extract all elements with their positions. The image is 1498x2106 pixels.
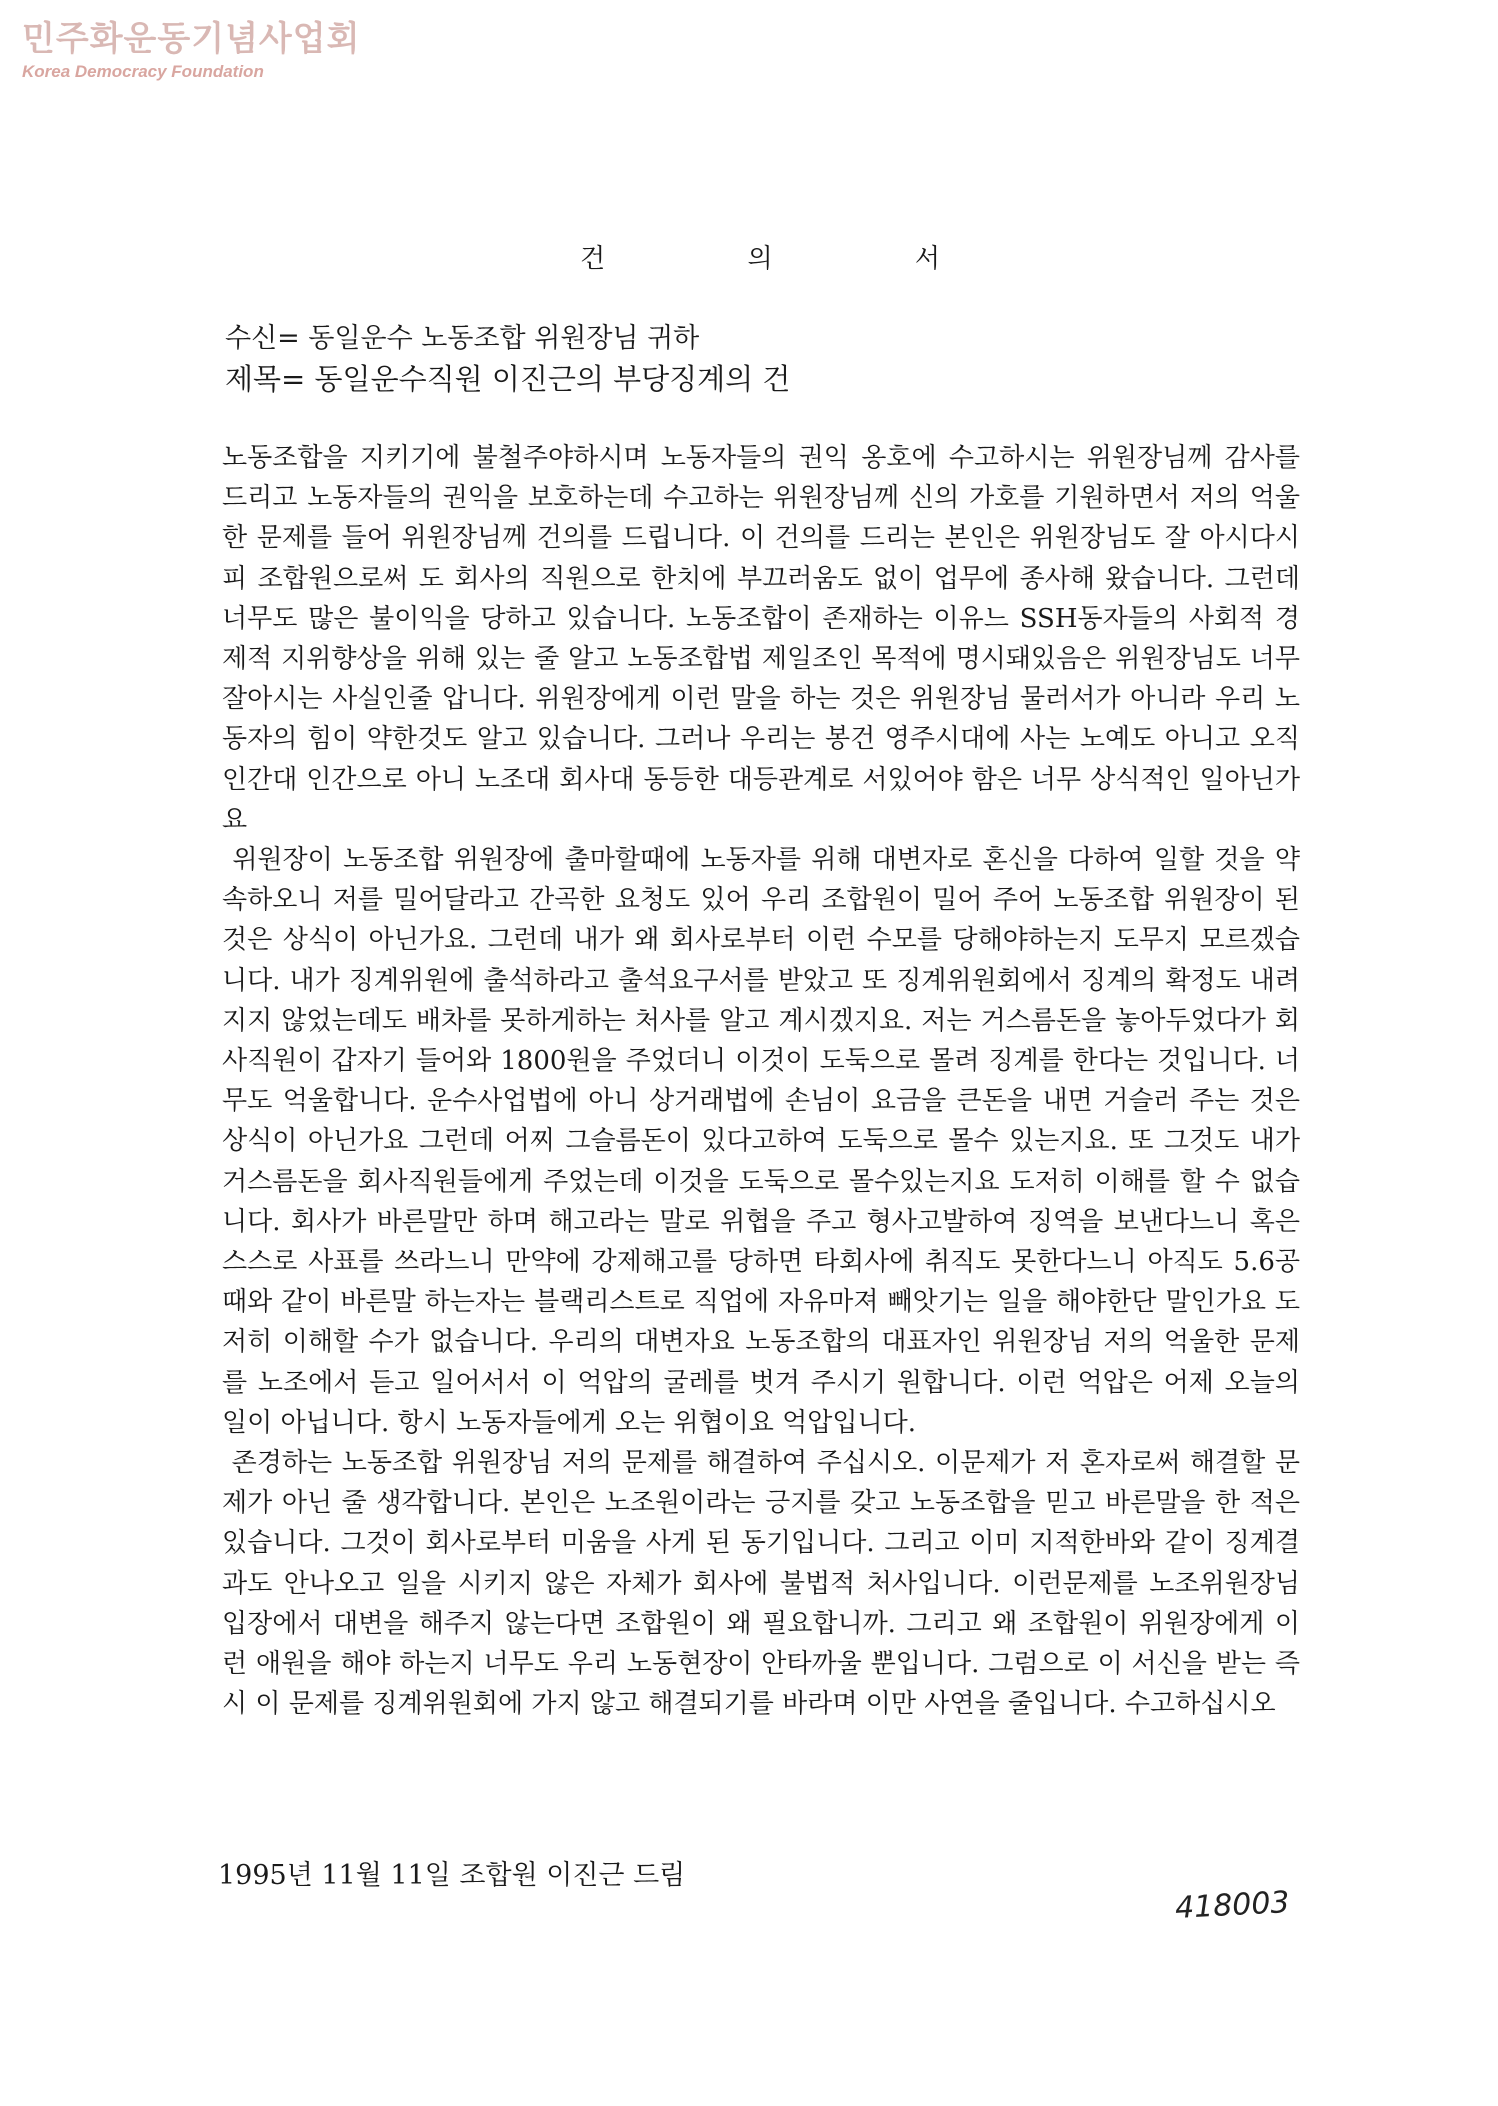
- title-char-2: 의: [747, 244, 773, 274]
- foundation-logo: [22, 18, 360, 82]
- logo-korean-text: 민주화운동기념사업회: [22, 19, 361, 59]
- body-paragraph-2: 위원장이 노동조합 위원장에 출마할때에 노동자를 위해 대변자로 혼신을 다하여 일할 것을 약속하오니 저를 밀어달라고 간곡한 요청도 있어 우리 조합원이 밀어 주어 노동조합 위원장이 된 것은 상식이 아닌가요. 그런데 내가 왜 회사로부터 이런 수모를 당해야하는지 도무지 모르겠습니다. 내가 징계위원에 출석하라고 출석요구서를 받았고 또 징계위원회에서 징계의 확정도 내려지지 않었는데도 배차를 못하게하는 처사를 알고 계시겠지요. 저는 거스름돈을 놓아두었다가 회사직원이 갑자기 들어와 1800원을 주었더니 이것이 도둑으로 몰려 징계를 한다는 것입니다. 너무도 억울합니다. 운수사업법에 아니 상거래법에 손님이 요금을 큰돈을 내면 거슬러 주는 것은 상식이 아닌가요 그런데 어찌 그슬름돈이 있다고하여 도둑으로 몰수 있는지요. 또 그것도 내가 거스름돈을 회사직원들에게 주었는데 이것을 도둑으로 몰수있는지요 도저히 이해를 할 수 없습니다. 회사가 바른말만 하며 해고라는 말로 위협을 주고 형사고발하여 징역을 보낸다느니 혹은 스스로 사표를 쓰라느니 만약에 강제해고를 당하면 타회사에 취직도 못한다느니 아직도 5.6공때와 같이 바른말 하는자는 블랙리스트로 직업에 자유마져 빼앗기는 일을 해야한단 말인가요 도저히 이해할 수가 없습니다. 우리의 대변자요 노동조합의 대표자인 위원장님 저의 억울한 문제를 노조에서 듣고 일어서서 이 억압의 굴레를 벗겨 주시기 원합니다. 이런 억압은 어제 오늘의 일이 아닙니다. 항시 노동자들에게 오는 위협이요 억압입니다.: [222, 845, 1309, 1438]
- body-paragraph-1: 노동조합을 지키기에 불철주야하시며 노동자들의 권익 옹호에 수고하시는 위원장님께 감사를 드리고 노동자들의 권익을 보호하는데 수고하는 위원장님께 신의 가호를 기원하면서 저의 억울한 문제를 들어 위원장님께 건의를 드립니다. 이 건의를 드리는 본인은 위원장님도 잘 아시다시피 조합원으로써 도 회사의 직원으로 한치에 부끄러움도 없이 업무에 종사해 왔습니다. 그런데 너무도 많은 불이익을 당하고 있습니다. 노동조합이 존재하는 이유느 SSH동자들의 사회적 경제적 지위향상을 위해 있는 줄 알고 노동조합법 제일조인 목적에 명시돼있음은 위원장님도 너무 잘아시는 사실인줄 압니다. 위원장에게 이런 말을 하는 것은 위원장님 물러서가 아니라 우리 노동자의 힘이 약한것도 알고 있습니다. 그러나 우리는 봉건 영주시대에 사는 노예도 아니고 오직 인간대 인간으로 아니 노조대 회사대 동등한 대등관계로 서있어야 함은 너무 상식적인 일아닌가요: [222, 443, 1309, 835]
- title-char-3: 서: [914, 244, 940, 274]
- subject-line: 제목= 동일운수직원 이진근의 부당징계의 건: [225, 362, 791, 396]
- handwritten-document-number: 418003: [1174, 1885, 1291, 1926]
- document-title: [580, 238, 940, 275]
- title-char-1: 건: [580, 244, 606, 274]
- body-paragraph-3: 존경하는 노동조합 위원장님 저의 문제를 해결하여 주십시오. 이문제가 저 혼자로써 해결할 문제가 아닌 줄 생각합니다. 본인은 노조원이라는 긍지를 갖고 노동조합을 믿고 바른말을 한 적은 있습니다. 그것이 회사로부터 미움을 사게 된 동기입니다. 그리고 이미 지적한바와 같이 징계결과도 안나오고 일을 시키지 않은 자체가 회사에 불법적 처사입니다. 이런문제를 노조위원장님 입장에서 대변을 해주지 않는다면 조합원이 왜 필요합니까. 그리고 왜 조합원이 위원장에게 이런 애원을 해야 하는지 너무도 우리 노동현장이 안타까울 뿐입니다. 그럼으로 이 서신을 받는 즉시 이 문제를 징계위원회에 가지 않고 해결되기를 바라며 이만 사연을 줄입니다. 수고하십시오: [222, 1448, 1309, 1720]
- letter-body: [222, 438, 1309, 1725]
- closing-signature-line: 1995년 11월 11일 조합원 이진근 드림: [218, 1860, 686, 1891]
- recipient-line: 수신= 동일운수 노동조합 위원장님 귀하: [225, 323, 700, 354]
- logo-english-text: Korea Democracy Foundation: [22, 62, 264, 81]
